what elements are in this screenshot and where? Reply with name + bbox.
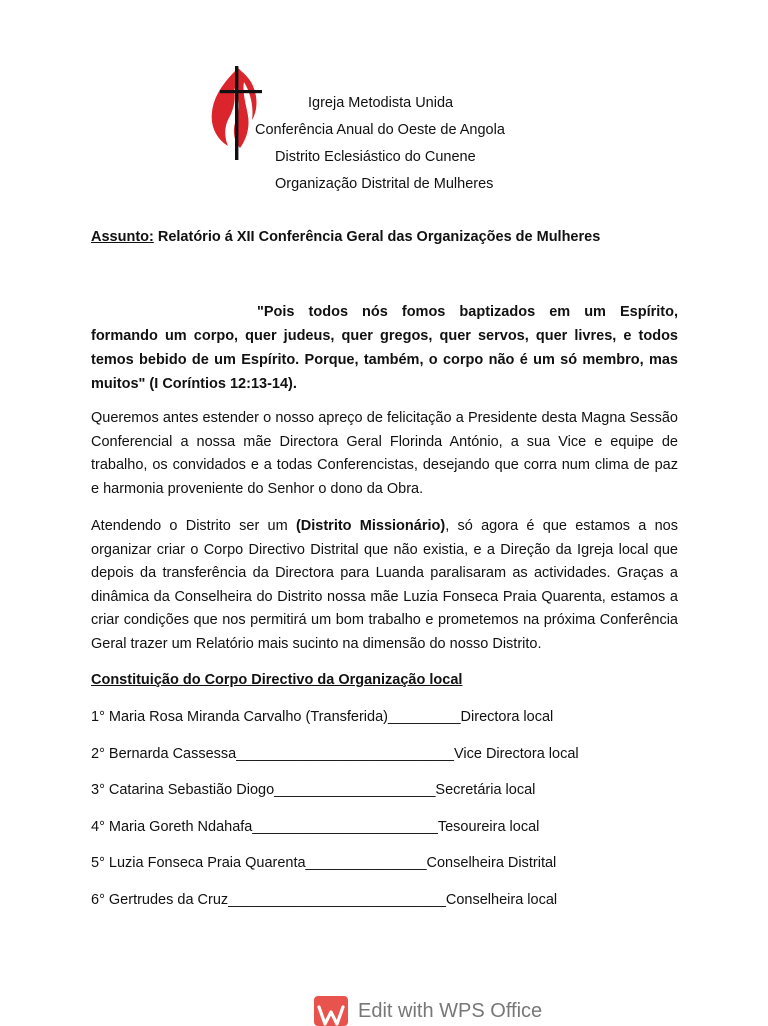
list-item: 2° Bernarda Cassessa___________________________Vice Directora local: [91, 745, 579, 762]
bible-quote: "Pois todos nós fomos baptizados em um Espírito, formando um corpo, quer judeus, quer gregos, quer servos, quer livres, e todos temos bebido de um Espírito. Porque, também, o corpo não é um só membro, mas muitos" (I Coríntios 12:13-14).: [91, 304, 678, 392]
members-list: [91, 707, 579, 927]
district-paragraph-start: Atendendo o Distrito ser um: [91, 518, 296, 534]
district-paragraph-end: , só agora é que estamos a nos organizar criar o Corpo Directivo Distrital que não existia, e a Direção da Igreja local que depois da transferência da Directora para Luanda paralisaram as actividades. Graças a dinâmica da Conselheira do Distrito nossa mãe Luzia Fonseca Praia Quarenta, estamos a criar condições que nos permitirá um bom trabalho e prometemos na próxima Conferência Geral trazer um Relatório mais sucinto na dimensão do nosso Distrito.: [91, 518, 678, 652]
wps-logo-icon: [314, 996, 348, 1026]
header-organization: Organização Distrital de Mulheres: [275, 176, 494, 192]
wps-office-banner[interactable]: [314, 996, 542, 1026]
section-title: Constituição do Corpo Directivo da Organização local: [91, 672, 463, 688]
subject-line: [91, 229, 600, 245]
list-item: 5° Luzia Fonseca Praia Quarenta_______________Conselheira Distrital: [91, 855, 557, 872]
church-header: [250, 90, 520, 198]
header-church-name: Igreja Metodista Unida: [308, 95, 454, 111]
list-item: 6° Gertrudes da Cruz___________________________Conselheira local: [91, 891, 558, 908]
district-paragraph: [91, 515, 678, 656]
subject-label: Assunto:: [91, 229, 154, 245]
header-district: Distrito Eclesiástico do Cunene: [275, 149, 476, 165]
wps-brand-text: Edit with WPS Office: [358, 999, 543, 1022]
greeting-paragraph: Queremos antes estender o nosso apreço de felicitação a Presidente desta Magna Sessão Conferencial a nossa mãe Directora Geral Florinda António, a sua Vice e equipe de trabalho, os convidados e a todas Conferencistas, desejando que corra num clima de paz e harmonia proveniente do Senhor o dono da Obra.: [91, 410, 678, 497]
wps-w-icon: [317, 1004, 345, 1026]
list-item: 1° Maria Rosa Miranda Carvalho (Transferida)_________Directora local: [91, 709, 554, 725]
header-conference: Conferência Anual do Oeste de Angola: [255, 122, 505, 138]
subject-text: Relatório á XII Conferência Geral das Organizações de Mulheres: [153, 229, 601, 245]
district-paragraph-bold: (Distrito Missionário): [295, 518, 446, 534]
list-item: 4° Maria Goreth Ndahafa_______________________Tesoureira local: [91, 818, 540, 835]
list-item: 3° Catarina Sebastião Diogo____________________Secretária local: [91, 782, 536, 799]
